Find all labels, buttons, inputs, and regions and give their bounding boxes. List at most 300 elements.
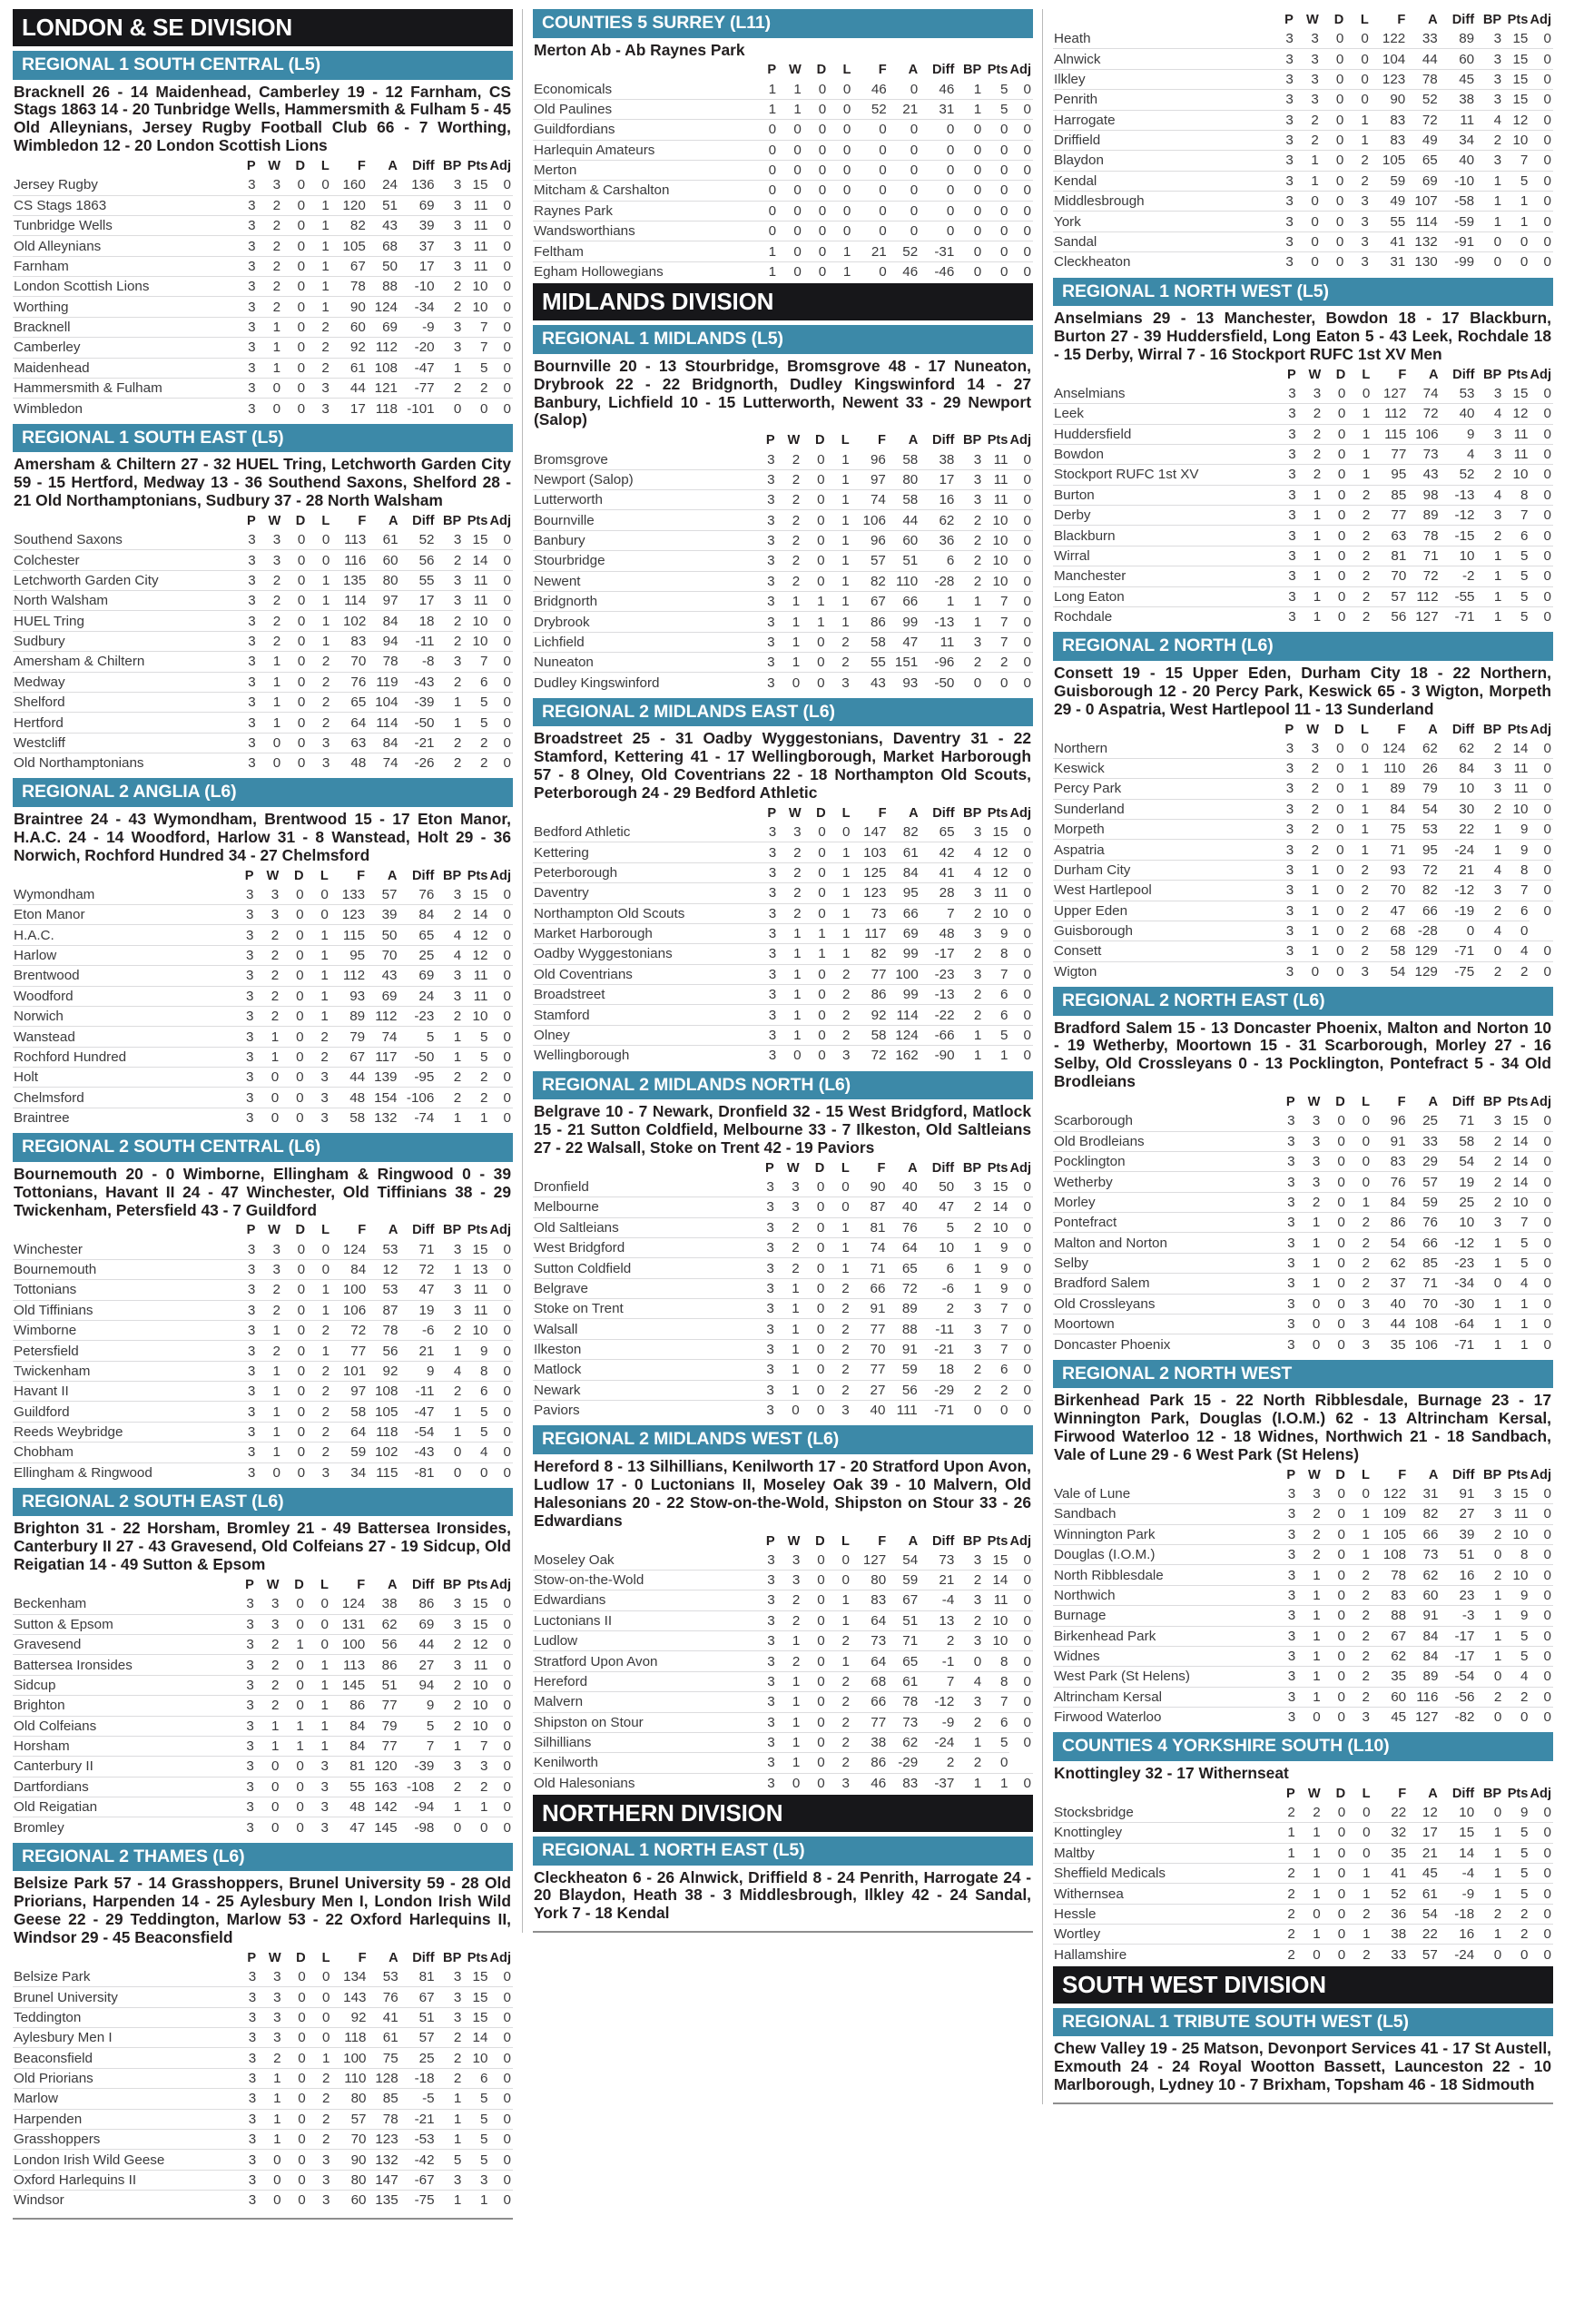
stat-p: 3: [248, 532, 256, 548]
stat-w: 1: [776, 1299, 802, 1319]
stat-d: 0: [802, 1570, 826, 1590]
stat-a: -28: [1407, 921, 1439, 940]
stat-bp: 0: [956, 160, 983, 180]
table-row: [533, 571, 1033, 591]
stat-pts: 0: [983, 201, 1009, 221]
results-page: [13, 9, 1571, 2220]
team-name: Old Halesonians: [533, 1773, 752, 1793]
league-banner[interactable]: REGIONAL 1 NORTH EAST (L5): [533, 1837, 1033, 1866]
stat-diff: 69: [399, 1614, 437, 1634]
team-name: Newark: [533, 1380, 751, 1400]
stat-pts: 9: [1503, 840, 1530, 860]
stat-d: 0: [283, 2150, 308, 2170]
stat-l: 3: [1345, 252, 1370, 272]
stat-p: 3: [1272, 1274, 1296, 1294]
stat-adj: 0: [1009, 964, 1033, 984]
stat-l: 2: [1347, 506, 1372, 526]
stat-pts: 15: [463, 1987, 489, 2007]
stat-w: 2: [258, 297, 282, 317]
stat-l: 2: [1347, 1646, 1372, 1666]
stat-bp: 3: [453, 1241, 462, 1257]
stat-f: 84: [1372, 1192, 1407, 1212]
stat-p: 3: [1270, 130, 1295, 150]
standings-header-row: [533, 61, 1033, 79]
stat-l: 2: [1346, 941, 1371, 961]
league-banner[interactable]: REGIONAL 2 THAMES (L6): [13, 1843, 513, 1872]
stat-bp: 1: [1477, 546, 1504, 566]
stat-diff: -26: [400, 753, 437, 773]
stat-d: 0: [283, 2170, 308, 2190]
stat-p: 3: [753, 985, 778, 1005]
stat-adj: 0: [1009, 469, 1033, 489]
stat-a: 114: [1407, 212, 1439, 231]
table-row: [1053, 1667, 1553, 1687]
stat-d: 0: [803, 201, 828, 221]
column-header-f: F: [1397, 722, 1406, 737]
stat-bp: 3: [453, 532, 462, 548]
stat-f: 38: [851, 1732, 888, 1752]
stat-w: 2: [1297, 1192, 1323, 1212]
stat-diff: -77: [399, 378, 437, 398]
league-banner[interactable]: REGIONAL 1 SOUTH EAST (L5): [13, 424, 513, 453]
stat-a: 120: [367, 1757, 398, 1777]
stat-l: 0: [306, 1635, 330, 1655]
stat-l: 1: [307, 611, 331, 631]
stat-adj: 0: [489, 1320, 513, 1340]
stat-f: 32: [1372, 1823, 1409, 1843]
team-name: Brighton: [13, 1696, 231, 1716]
stat-bp: 2: [437, 378, 464, 398]
stat-p: 3: [1270, 171, 1295, 191]
stat-bp: 1: [1476, 1233, 1503, 1253]
stat-pts: 14: [1512, 740, 1529, 756]
league-banner[interactable]: REGIONAL 2 NORTH (L6): [1053, 632, 1553, 661]
stat-w: 3: [258, 1987, 282, 2007]
team-name: Drybrook: [533, 612, 752, 632]
stat-w: 1: [776, 1360, 802, 1380]
stat-f: 83: [331, 631, 368, 651]
stat-w: 0: [256, 1817, 281, 1837]
column-header-pts: Pts: [1507, 1095, 1529, 1110]
results-summary: Chew Valley 19 - 25 Matson, Devonport Services 41 - 17 St Austell, Exmouth 24 - 24 Royal Wootton Bassett, Launceston 22 - 10 Marlborough, Lydney 10 - 7 Brixham, Topsham 46 - 18 Sidmouth: [1054, 2039, 1551, 2094]
stat-adj: 0: [1009, 1671, 1033, 1691]
stat-p: 3: [1274, 606, 1298, 626]
stat-adj: 0: [489, 2089, 513, 2109]
stat-l: 1: [307, 256, 331, 276]
column-header-adj: Adj: [1530, 1095, 1551, 1110]
stat-d: 0: [280, 986, 305, 1006]
stat-d: 0: [802, 1590, 826, 1610]
stat-bp: 2: [437, 2068, 464, 2088]
stat-p: 3: [1270, 110, 1295, 130]
stat-l: 0: [1345, 90, 1370, 110]
stat-bp: 1: [957, 1025, 984, 1045]
stat-p: 3: [233, 236, 258, 256]
stat-l: 2: [307, 317, 331, 337]
table-row: [533, 1651, 1033, 1671]
stat-pts: 11: [983, 883, 1009, 903]
stat-p: 3: [1271, 758, 1295, 778]
stat-adj: 0: [489, 1987, 513, 2007]
league-block: [1053, 2008, 1553, 2094]
stat-d: 0: [280, 1675, 305, 1695]
stat-d: 0: [1321, 151, 1346, 171]
team-name: London Irish Wild Geese: [13, 2150, 233, 2170]
stat-l: 1: [828, 883, 852, 903]
stat-d: 1: [803, 923, 828, 943]
stat-l: 3: [308, 2191, 332, 2211]
stat-a: 0: [889, 181, 920, 201]
stat-pts: 15: [1503, 69, 1530, 89]
stat-diff: 39: [1440, 1524, 1476, 1544]
stat-w: 0: [778, 181, 803, 201]
stat-f: 92: [332, 2007, 369, 2027]
stat-diff: 9: [1441, 424, 1477, 444]
stat-d: 0: [1322, 1233, 1346, 1253]
stat-diff: 67: [400, 1987, 437, 2007]
stat-a: 58: [888, 490, 920, 510]
team-name: London Scottish Lions: [13, 277, 233, 297]
team-name: Heath: [1054, 31, 1091, 47]
stat-diff: -11: [920, 1319, 956, 1339]
column-header-pts: Pts: [987, 63, 1008, 78]
league-banner[interactable]: REGIONAL 2 MIDLANDS WEST (L6): [533, 1425, 1033, 1454]
stat-bp: 1: [436, 1422, 463, 1442]
stat-adj: 0: [503, 1596, 511, 1612]
table-row: [1053, 758, 1553, 778]
stat-a: 62: [888, 1732, 920, 1752]
stat-f: 41: [1371, 231, 1407, 251]
team-name: Birkenhead Park: [1053, 1626, 1273, 1646]
table-row: [1053, 485, 1553, 505]
stat-adj: 0: [1009, 944, 1033, 964]
stat-w: 3: [271, 1596, 280, 1612]
column-header-a: A: [388, 159, 398, 174]
stat-w: 1: [258, 317, 282, 337]
stat-adj: 0: [489, 1382, 513, 1402]
stat-pts: 1: [1503, 1334, 1530, 1354]
stat-bp: 2: [957, 985, 984, 1005]
stat-diff: 5: [399, 1716, 437, 1736]
stat-p: 3: [247, 1241, 256, 1257]
stat-l: 2: [827, 1692, 851, 1712]
stat-diff: 0: [920, 181, 956, 201]
league-banner[interactable]: REGIONAL 2 MIDLANDS NORTH (L6): [533, 1071, 1033, 1100]
stat-p: 2: [1272, 1904, 1296, 1924]
stat-adj: 0: [1009, 923, 1033, 943]
table-row: [533, 1400, 1033, 1420]
stat-pts: 7: [1503, 506, 1530, 526]
stat-l: 2: [1347, 526, 1372, 546]
league-block: [1053, 11, 1553, 272]
stat-a: 118: [368, 399, 399, 419]
team-name: Scarborough: [1054, 1113, 1133, 1129]
stat-pts: 7: [983, 964, 1009, 984]
stat-adj: 0: [1530, 1606, 1553, 1626]
team-name: Maltby: [1053, 1843, 1272, 1863]
stat-adj: 0: [1530, 424, 1553, 444]
stat-d: 0: [1323, 1925, 1348, 1945]
stat-diff: -47: [399, 1402, 436, 1422]
stat-w: 1: [1297, 1667, 1323, 1687]
stat-f: 57: [332, 2109, 369, 2129]
stat-d: 0: [1322, 1334, 1346, 1354]
stat-diff: -56: [1440, 1687, 1476, 1707]
standings-table: [533, 804, 1033, 1066]
stat-a: 107: [1407, 192, 1439, 212]
stat-f: 96: [1390, 1113, 1406, 1129]
stat-w: 1: [777, 591, 802, 611]
stat-p: 2: [1272, 1863, 1296, 1883]
column-header-team: [13, 157, 233, 175]
league-banner[interactable]: COUNTIES 5 SURREY (L11): [533, 9, 1033, 38]
stat-pts: 11: [463, 591, 489, 611]
stat-pts: 10: [463, 631, 489, 651]
stat-pts: 1: [463, 1108, 489, 1128]
stat-bp: 3: [956, 1299, 983, 1319]
stat-d: 0: [1322, 1131, 1346, 1151]
stat-d: 0: [1321, 192, 1346, 212]
stat-diff: -9: [920, 1712, 956, 1732]
table-row: [533, 140, 1033, 160]
table-row: [1053, 1843, 1553, 1863]
stat-a: 129: [1407, 961, 1439, 981]
stat-bp: 2: [1476, 961, 1503, 981]
stat-w: 2: [777, 551, 802, 571]
stat-a: 57: [1408, 1945, 1440, 1965]
stat-d: 0: [282, 1300, 307, 1320]
column-end-rule: [1053, 2102, 1553, 2104]
table-row: [1053, 130, 1553, 150]
stat-p: 3: [231, 1088, 255, 1108]
stat-l: 0: [1345, 69, 1370, 89]
stat-l: 2: [826, 1339, 851, 1359]
stat-a: 33: [1408, 1131, 1440, 1151]
column-header-f: F: [358, 513, 367, 528]
stat-l: 2: [1347, 1274, 1372, 1294]
stat-w: 1: [1298, 546, 1323, 566]
stat-pts: 10: [1503, 1192, 1530, 1212]
stat-a: 69: [889, 923, 920, 943]
table-row: [13, 2068, 513, 2088]
stat-diff: -71: [1440, 941, 1476, 961]
league-banner[interactable]: REGIONAL 2 SOUTH EAST (L6): [13, 1488, 513, 1517]
stat-a: 115: [368, 1462, 399, 1482]
stat-d: 0: [1323, 1904, 1348, 1924]
table-row: [13, 570, 513, 590]
table-row: [13, 1987, 513, 2007]
table-row: [1053, 1274, 1553, 1294]
stat-f: 104: [1371, 49, 1407, 69]
stat-diff: -1: [920, 1651, 956, 1671]
stat-p: 3: [752, 510, 776, 530]
stat-p: 3: [1273, 1606, 1297, 1626]
stat-diff: 0: [920, 140, 956, 160]
table-row: [1053, 901, 1553, 921]
stat-w: 1: [256, 1736, 281, 1756]
stat-diff: 48: [920, 923, 957, 943]
column-header-a: A: [1428, 1095, 1438, 1110]
stat-w: 1: [793, 81, 802, 97]
table-row: [1053, 1904, 1553, 1924]
table-row: [533, 1177, 1033, 1197]
stat-diff: -58: [1440, 192, 1476, 212]
stat-diff: -71: [1440, 1334, 1476, 1354]
stat-pts: 5: [1503, 1863, 1530, 1883]
stat-adj: 0: [1530, 1708, 1553, 1728]
stat-diff: 65: [939, 824, 955, 841]
stat-p: 3: [752, 1651, 776, 1671]
stat-adj: 0: [489, 672, 513, 692]
stat-bp: 0: [1476, 1274, 1503, 1294]
stat-pts: 0: [983, 1400, 1009, 1420]
stat-diff: 18: [920, 1360, 956, 1380]
stat-f: 66: [851, 1692, 888, 1712]
stat-w: 3: [271, 886, 280, 902]
stat-diff: 84: [1440, 758, 1476, 778]
stat-bp: 0: [956, 241, 983, 261]
stat-pts: 4: [1503, 1667, 1530, 1687]
stat-d: 0: [802, 673, 826, 693]
stat-l: 3: [306, 1757, 330, 1777]
stat-bp: 3: [1476, 779, 1503, 799]
table-row: [13, 1320, 513, 1340]
column-header-bp: BP: [1482, 13, 1502, 27]
stat-f: 22: [1391, 1805, 1407, 1821]
stat-a: 56: [367, 1635, 398, 1655]
stat-f: 88: [1372, 1606, 1408, 1626]
stat-bp: 1: [436, 1108, 463, 1128]
league-banner[interactable]: REGIONAL 1 NORTH WEST (L5): [1053, 278, 1553, 307]
team-name: Hessle: [1053, 1904, 1272, 1924]
team-name: Northwich: [1053, 1585, 1273, 1605]
column-header-l: L: [321, 1950, 330, 1965]
league-banner[interactable]: REGIONAL 1 TRIBUTE SOUTH WEST (L5): [1053, 2008, 1553, 2037]
table-row: [13, 1239, 513, 1259]
stat-a: 95: [889, 883, 920, 903]
stat-d: 0: [1323, 1524, 1347, 1544]
league-banner[interactable]: REGIONAL 2 SOUTH CENTRAL (L6): [13, 1133, 513, 1162]
league-banner[interactable]: REGIONAL 2 NORTH WEST: [1053, 1360, 1553, 1389]
table-row: [533, 673, 1033, 693]
stat-l: 0: [1362, 1113, 1371, 1129]
stat-adj: 0: [489, 1675, 513, 1695]
league-banner[interactable]: COUNTIES 4 YORKSHIRE SOUTH (L10): [1053, 1732, 1553, 1761]
table-row: [1053, 1172, 1553, 1192]
stat-diff: -96: [920, 653, 956, 673]
stat-w: 3: [793, 824, 802, 841]
stat-a: 65: [888, 1651, 920, 1671]
stat-adj: 0: [1009, 222, 1033, 241]
table-row: [13, 1300, 513, 1320]
stat-bp: 3: [436, 966, 463, 986]
team-name: Stocksbridge: [1054, 1805, 1134, 1821]
stat-w: 0: [1295, 192, 1321, 212]
stat-adj: 0: [489, 733, 513, 753]
stat-diff: 27: [1440, 1504, 1476, 1524]
stat-a: 89: [1408, 1667, 1440, 1687]
stat-pts: 11: [463, 195, 489, 215]
team-name: Old Coventrians: [533, 964, 753, 984]
league-banner[interactable]: REGIONAL 2 NORTH EAST (L6): [1053, 987, 1553, 1016]
table-row: [1053, 586, 1553, 606]
stat-pts: 12: [463, 925, 489, 945]
stat-adj: 0: [1530, 444, 1553, 464]
team-name: North Ribblesdale: [1053, 1565, 1273, 1585]
table-row: [1053, 90, 1553, 110]
team-name: Northampton Old Scouts: [533, 903, 753, 923]
stat-f: 112: [330, 966, 367, 986]
stat-l: 2: [1347, 1253, 1372, 1273]
stat-adj: 0: [489, 2007, 513, 2027]
stat-w: 1: [1297, 1687, 1323, 1707]
stat-a: 50: [368, 256, 399, 276]
stat-adj: 0: [489, 1797, 513, 1817]
column-header-a: A: [908, 1160, 918, 1176]
league-banner[interactable]: REGIONAL 1 MIDLANDS (L5): [533, 325, 1033, 354]
stat-adj: 0: [1009, 862, 1033, 882]
stat-w: 2: [258, 2048, 282, 2068]
stat-adj: 0: [489, 2028, 513, 2048]
stat-p: 3: [753, 903, 778, 923]
stat-l: 0: [1363, 1805, 1371, 1821]
stat-a: 0: [889, 222, 920, 241]
stat-bp: 0: [436, 1462, 463, 1482]
stat-adj: 0: [489, 966, 513, 986]
stat-f: 77: [1372, 444, 1408, 464]
column-header-l: L: [1361, 722, 1369, 737]
stat-bp: 2: [956, 1360, 983, 1380]
stat-d: 0: [803, 120, 828, 140]
league-banner[interactable]: REGIONAL 2 ANGLIA (L6): [13, 778, 513, 807]
stat-a: 46: [889, 261, 920, 281]
stat-l: 1: [306, 1696, 330, 1716]
stat-diff: 91: [1459, 1486, 1475, 1502]
stat-w: 0: [258, 753, 283, 773]
stat-pts: 5: [1503, 1646, 1530, 1666]
stat-f: 96: [851, 530, 888, 550]
stat-d: 0: [817, 451, 825, 468]
stat-f: 47: [330, 1817, 367, 1837]
league-banner[interactable]: REGIONAL 2 MIDLANDS EAST (L6): [533, 698, 1033, 727]
table-row: [1053, 171, 1553, 191]
table-row: [533, 903, 1033, 923]
stat-diff: 14: [1440, 1843, 1476, 1863]
stat-f: 114: [331, 591, 368, 611]
stat-p: 3: [1287, 1486, 1296, 1502]
stat-a: 74: [367, 1027, 398, 1047]
stat-bp: 2: [436, 905, 463, 925]
stat-diff: 16: [920, 490, 956, 510]
column-header-diff: Diff: [412, 1578, 435, 1593]
stat-l: 3: [307, 399, 331, 419]
stat-p: 3: [753, 842, 778, 862]
stat-f: 74: [851, 1237, 888, 1257]
stat-bp: 2: [1476, 901, 1503, 921]
stat-l: 2: [827, 1753, 851, 1773]
stat-p: 3: [752, 1732, 776, 1752]
stat-w: 1: [257, 1443, 282, 1462]
stat-f: 52: [852, 99, 888, 119]
column-header-l: L: [1360, 13, 1369, 27]
stat-pts: 15: [992, 1551, 1008, 1568]
stat-adj: 0: [489, 2068, 513, 2088]
column-header-w: W: [1308, 367, 1322, 382]
table-row: [533, 1590, 1033, 1610]
stat-l: 1: [1346, 758, 1371, 778]
stat-f: 120: [331, 195, 368, 215]
league-banner[interactable]: REGIONAL 1 SOUTH CENTRAL (L5): [13, 51, 513, 80]
